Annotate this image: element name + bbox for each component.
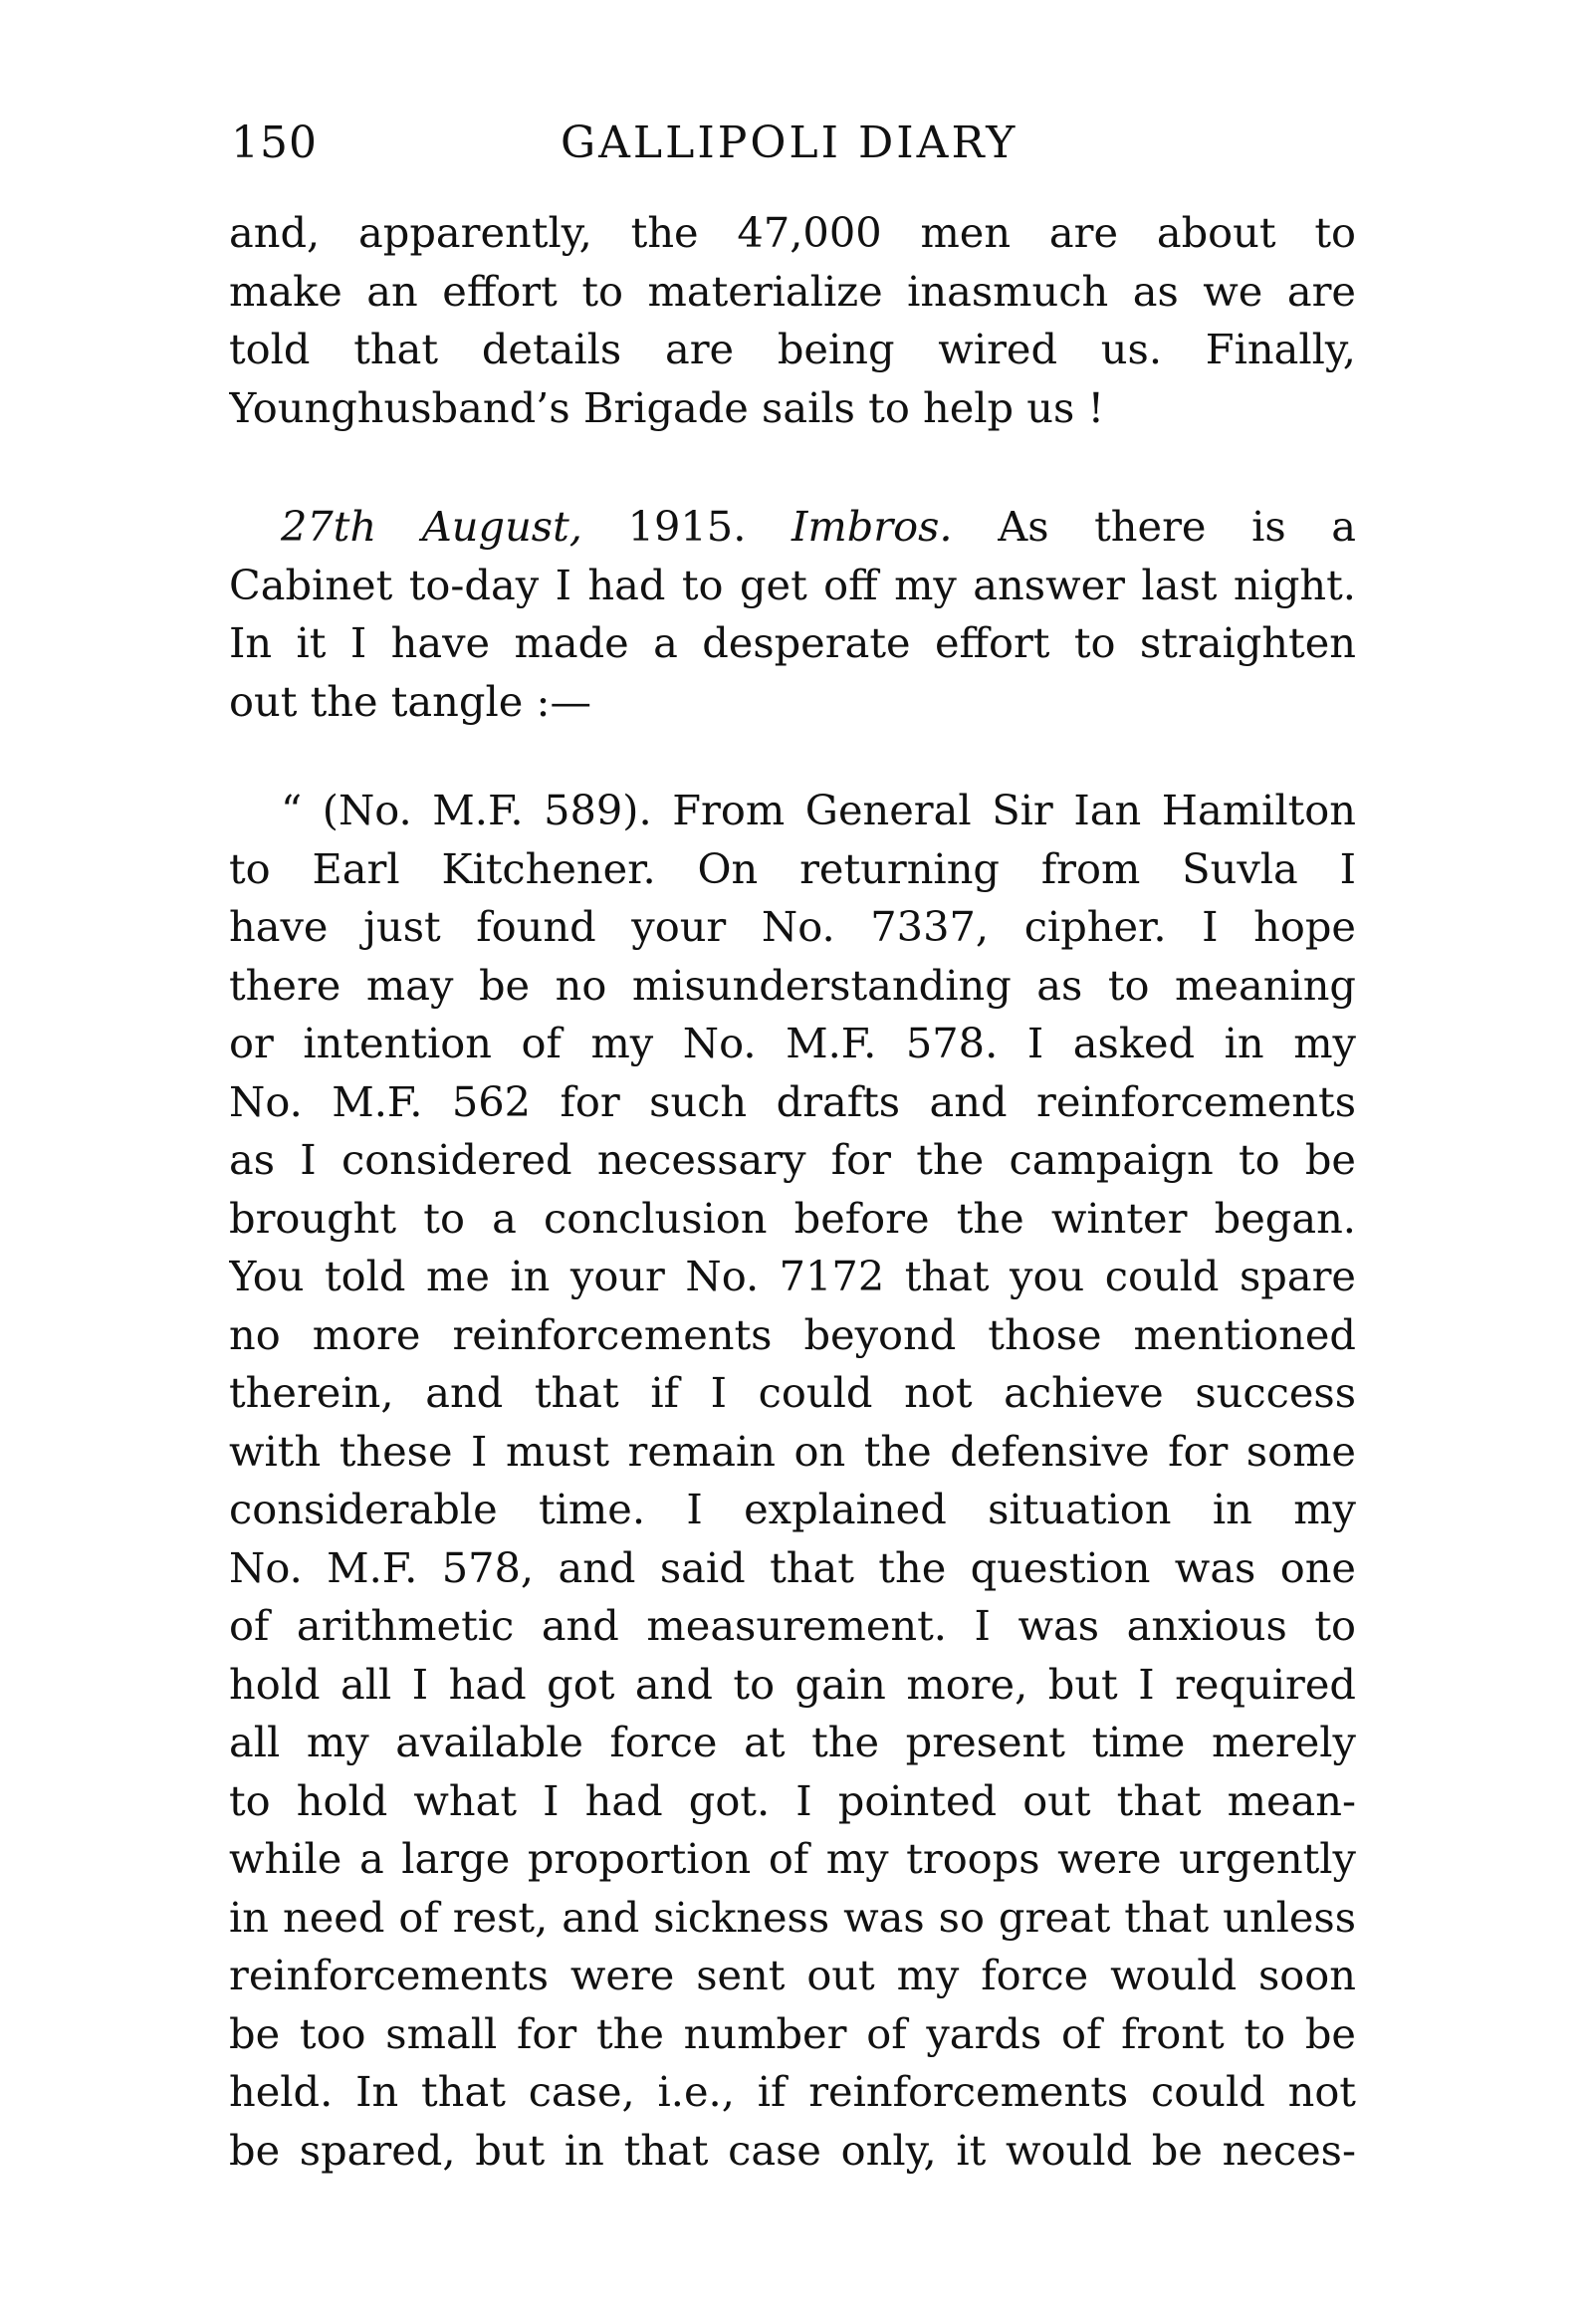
text-line: or intention of my No. M.F. 578. I asked in my: [229, 1019, 1356, 1067]
entry-date: 27th August,: [281, 502, 582, 551]
text-line: and, apparently, the 47,000 men are about to: [229, 208, 1356, 257]
entry-place: Imbros.: [792, 502, 953, 551]
text-line: while a large proportion of my troops were urgently: [229, 1834, 1356, 1883]
running-title: GALLIPOLI DIARY: [561, 117, 1018, 168]
text-line: make an effort to materialize inasmuch as we are: [229, 266, 1356, 316]
entry-year: 1915.: [581, 502, 792, 551]
text-line: with these I must remain on the defensive for some: [229, 1426, 1356, 1476]
text-line: Cabinet to-day I had to get off my answer last night.: [229, 560, 1356, 609]
running-header: [231, 117, 1356, 177]
page-number: 150: [231, 117, 318, 168]
telegram-quote-paragraph: [229, 782, 1356, 2180]
text-line: be spared, but in that case only, it would be neces-: [229, 2125, 1356, 2175]
text-line: be too small for the number of yards of front to be: [229, 2008, 1356, 2058]
text-line: all my available force at the present time merely: [229, 1718, 1356, 1766]
entry-heading-line: [229, 498, 1356, 557]
text-line: as I considered necessary for the campaign to be: [229, 1135, 1356, 1184]
text-line: out the tangle :—: [229, 676, 591, 726]
text-line: hold all I had got and to gain more, but I required: [229, 1659, 1356, 1709]
text-line: have just found your No. 7337, cipher. I hope: [229, 902, 1356, 951]
text-line: Younghusband’s Brigade sails to help us !: [229, 382, 1105, 432]
paragraph-continued: [229, 204, 1356, 437]
text-line: considerable time. I explained situation in my: [229, 1485, 1356, 1533]
text-line: therein, and that if I could not achieve success: [229, 1368, 1356, 1417]
text-line: “ (No. M.F. 589). From General Sir Ian Hamilton: [281, 786, 1356, 834]
text-line: to hold what I had got. I pointed out that mean-: [229, 1775, 1356, 1825]
text-line: there may be no misunderstanding as to meaning: [229, 960, 1356, 1010]
entry-first-line-text: As there is a: [952, 502, 1356, 551]
text-line: no more reinforcements beyond those mentioned: [229, 1309, 1356, 1359]
text-line: told that details are being wired us. Finally,: [229, 325, 1356, 373]
text-line: of arithmetic and measurement. I was anxious to: [229, 1601, 1356, 1650]
text-line: reinforcements were sent out my force would soon: [229, 1951, 1356, 1999]
text-line: You told me in your No. 7172 that you could spare: [229, 1252, 1356, 1300]
text-line: In it I have made a desperate effort to straighten: [229, 618, 1356, 667]
text-line: brought to a conclusion before the winter began.: [229, 1193, 1356, 1243]
diary-entry-paragraph: [229, 498, 1356, 731]
text-line: to Earl Kitchener. On returning from Suvla I: [229, 843, 1356, 893]
text-line: No. M.F. 578, and said that the question was one: [229, 1542, 1356, 1592]
text-line: held. In that case, i.e., if reinforcements could not: [229, 2067, 1356, 2116]
text-line: in need of rest, and sickness was so great that unless: [229, 1892, 1356, 1942]
text-line: No. M.F. 562 for such drafts and reinforcements: [229, 1076, 1356, 1126]
